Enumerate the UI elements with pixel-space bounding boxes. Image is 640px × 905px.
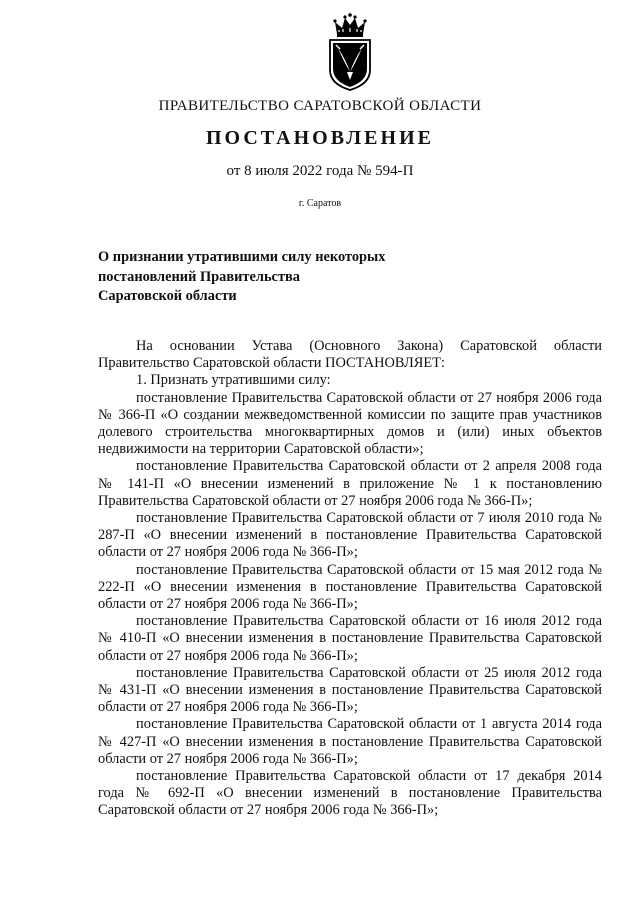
repealed-act-paragraph: постановление Правительства Саратовской области от 2 апреля 2008 года № 141-П «О внесении изменений в приложение № 1 к постановлению Правительства Саратовской области от 27 ноября 2006 года № 366-П»; xyxy=(98,458,602,509)
document-date-number: от 8 июля 2022 года № 594-П xyxy=(226,163,414,179)
government-name: ПРАВИТЕЛЬСТВО САРАТОВСКОЙ ОБЛАСТИ xyxy=(158,98,482,114)
repealed-act-paragraph: постановление Правительства Саратовской области от 27 ноября 2006 года № 366-П «О создании межведомственной комиссии по защите прав участников долевого строительства многоквартирных домов и (или) иных объектов недвижимости на территории Саратовской области»; xyxy=(98,389,602,458)
document-city: г. Саратов xyxy=(298,198,342,209)
item-1-paragraph: 1. Признать утратившими силу: xyxy=(136,372,331,389)
repealed-act-paragraph: постановление Правительства Саратовской области от 1 августа 2014 года № 427-П «О внесении изменения в постановление Правительства Саратовской области от 27 ноября 2006 года № 366-П»; xyxy=(98,716,602,767)
title-line: Саратовской области xyxy=(98,288,237,304)
document-body xyxy=(98,338,602,820)
repealed-act-paragraph: постановление Правительства Саратовской области от 25 июля 2012 года № 431-П «О внесении изменения в постановление Правительства Саратовской области от 27 ноября 2006 года № 366-П»; xyxy=(98,664,602,716)
title-line: О признании утратившими силу некоторых xyxy=(98,249,386,265)
title-line: постановлений Правительства xyxy=(98,268,300,285)
repealed-act-paragraph: постановление Правительства Саратовской области от 17 декабря 2014 года № 692-П «О внесении изменений в постановление Правительства Саратовской области от 27 ноября 2006 года № 366-П»; xyxy=(98,768,602,819)
saratov-coat-of-arms-icon xyxy=(324,12,376,92)
repealed-act-paragraph: постановление Правительства Саратовской области от 16 июля 2012 года № 410-П «О внесении изменения в постановление Правительства Саратовской области от 27 ноября 2006 года № 366-П»; xyxy=(98,613,602,664)
preamble-paragraph: На основании Устава (Основного Закона) Саратовской области Правительство Саратовской области ПОСТАНОВЛЯЕТ: xyxy=(98,338,602,372)
repealed-act-paragraph: постановление Правительства Саратовской области от 15 мая 2012 года № 222-П «О внесении изменения в постановление Правительства Саратовской области от 27 ноября 2006 года № 366-П»; xyxy=(98,561,602,613)
document-title xyxy=(98,248,458,307)
document-type: ПОСТАНОВЛЕНИЕ xyxy=(206,127,434,149)
repealed-act-paragraph: постановление Правительства Саратовской области от 7 июля 2010 года № 287-П «О внесении изменений в постановление Правительства Саратовской области от 27 ноября 2006 года № 366-П»; xyxy=(98,510,602,561)
